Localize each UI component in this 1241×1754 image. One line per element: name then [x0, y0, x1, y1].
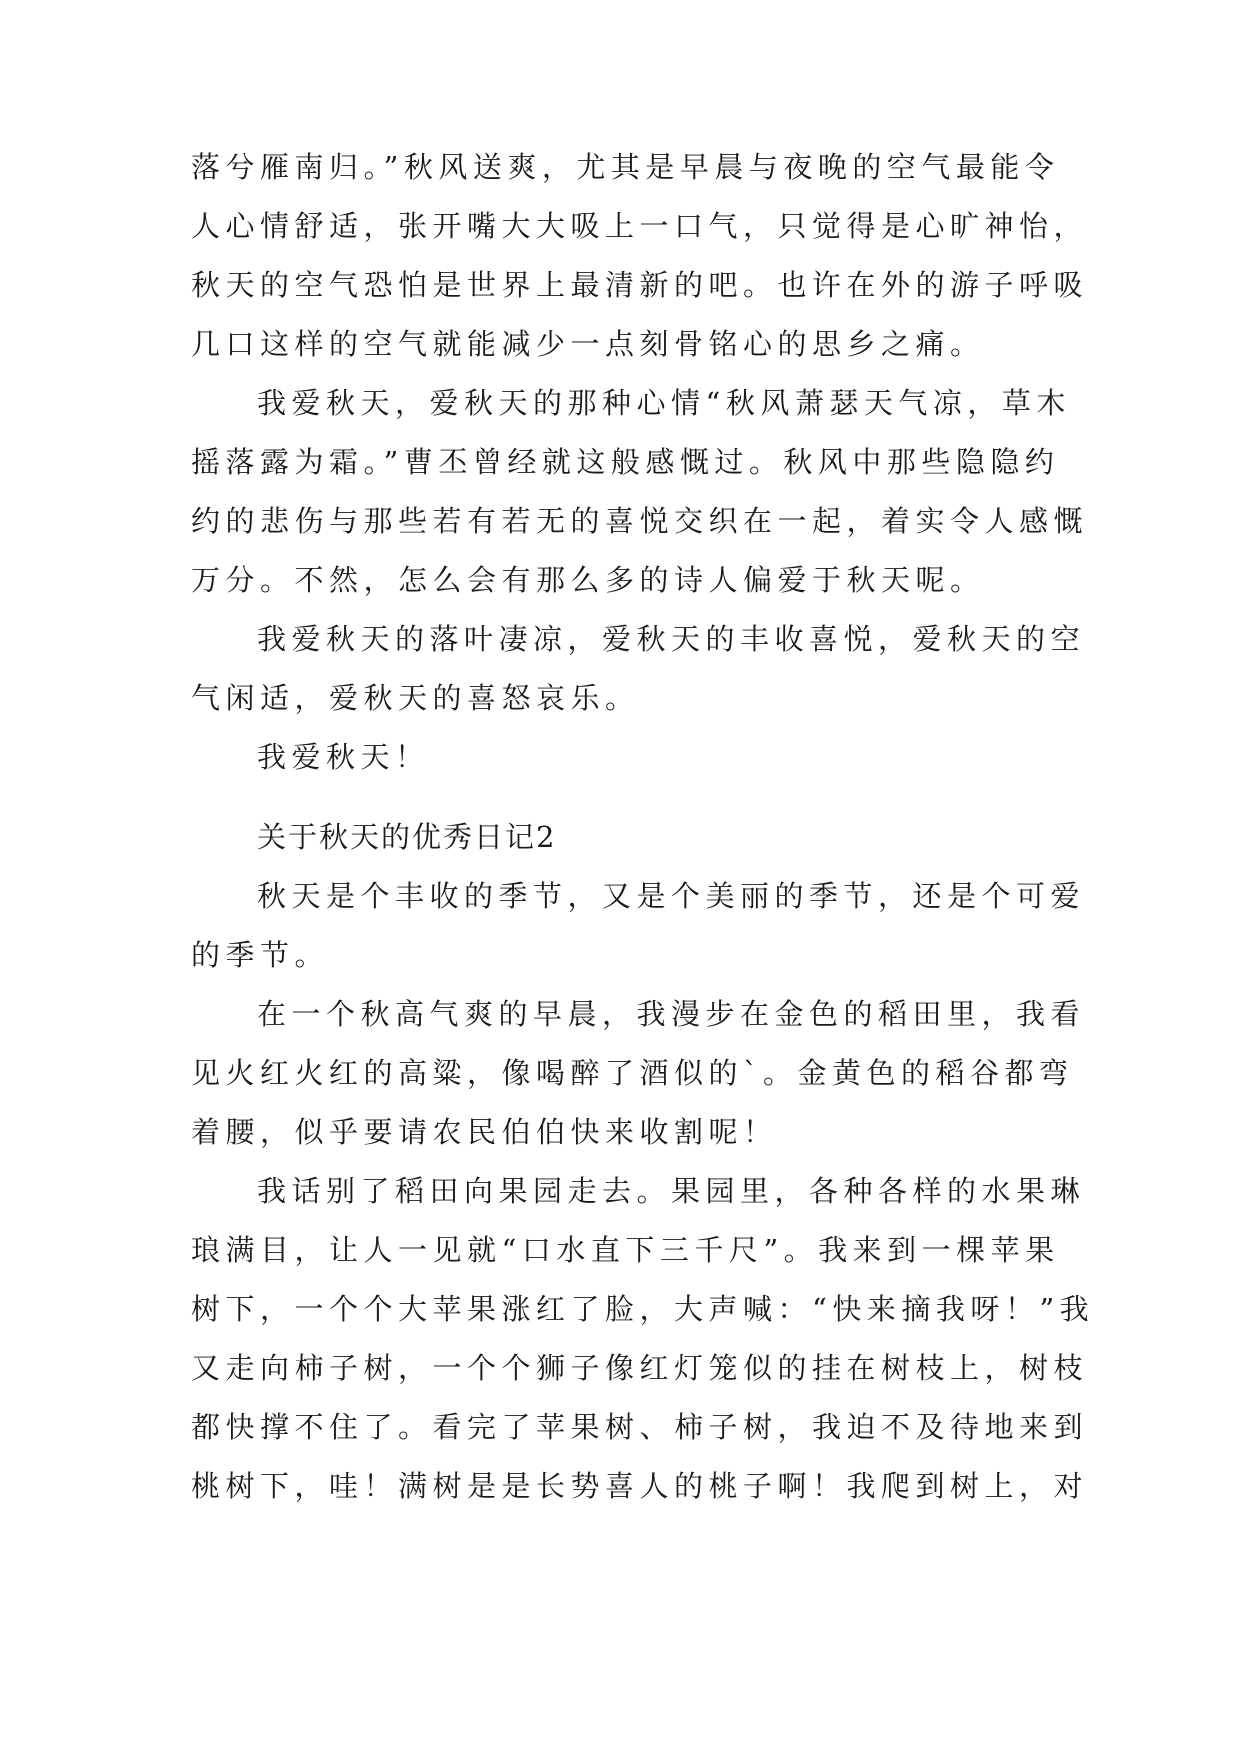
paragraph-7-line-2: 琅满目，让人一见就“口水直下三千尺”。我来到一棵苹果 — [191, 1233, 1060, 1267]
text-block-part-1 — [191, 138, 1091, 787]
paragraph-1-line-4: 几口这样的空气就能减少一点刻骨铭心的思乡之痛。 — [191, 327, 985, 361]
paragraph-2-line-1: 我爱秋天，爱秋天的那种心情“秋风萧瑟天气凉，草木 — [257, 386, 1071, 420]
paragraph-6-line-1: 在一个秋高气爽的早晨，我漫步在金色的稻田里，我看 — [257, 997, 1086, 1031]
paragraph-3-line-1: 我爱秋天的落叶凄凉，爱秋天的丰收喜悦，爱秋天的空 — [257, 622, 1086, 656]
paragraph-2-line-3: 约的悲伤与那些若有若无的喜悦交织在一起，着实令人感慨 — [191, 504, 1089, 538]
paragraph-1-line-3: 秋天的空气恐怕是世界上最清新的吧。也许在外的游子呼吸 — [191, 268, 1089, 302]
paragraph-5-line-2: 的季节。 — [191, 938, 330, 972]
paragraph-7-line-6: 桃树下，哇！满树是是长势喜人的桃子啊！我爬到树上，对 — [191, 1469, 1089, 1503]
paragraph-3-line-2: 气闲适，爱秋天的喜怒哀乐。 — [191, 681, 640, 715]
paragraph-1-line-2: 人心情舒适，张开嘴大大吸上一口气，只觉得是心旷神怡， — [191, 209, 1089, 243]
paragraph-6-line-2: 见火红火红的高粱，像喝醉了酒似的`。金黄色的稻谷都弯 — [191, 1056, 1074, 1090]
paragraph-2-line-4: 万分。不然，怎么会有那么多的诗人偏爱于秋天呢。 — [191, 563, 985, 597]
section-heading: 关于秋天的优秀日记2 — [257, 820, 557, 854]
paragraph-1-line-1: 落兮雁南归。”秋风送爽，尤其是早晨与夜晚的空气最能令 — [191, 150, 1060, 184]
paragraph-6-line-3: 着腰，似乎要请农民伯伯快来收割呢！ — [191, 1115, 778, 1149]
paragraph-7-line-1: 我话别了稻田向果园走去。果园里，各种各样的水果琳 — [257, 1174, 1086, 1208]
paragraph-7-line-4: 又走向柿子树，一个个狮子像红灯笼似的挂在树枝上，树枝 — [191, 1351, 1089, 1385]
text-block-part-2 — [191, 808, 1095, 1516]
paragraph-7-line-5: 都快撑不住了。看完了苹果树、柿子树，我迫不及待地来到 — [191, 1410, 1089, 1444]
paragraph-4-line-1: 我爱秋天！ — [257, 740, 430, 774]
paragraph-2-line-2: 摇落露为霜。”曹丕曾经就这般感慨过。秋风中那些隐隐约 — [191, 445, 1060, 479]
paragraph-5-line-1: 秋天是个丰收的季节，又是个美丽的季节，还是个可爱 — [257, 879, 1086, 913]
paragraph-7-line-3: 树下，一个个大苹果涨红了脸，大声喊：“快来摘我呀！”我 — [191, 1292, 1095, 1326]
